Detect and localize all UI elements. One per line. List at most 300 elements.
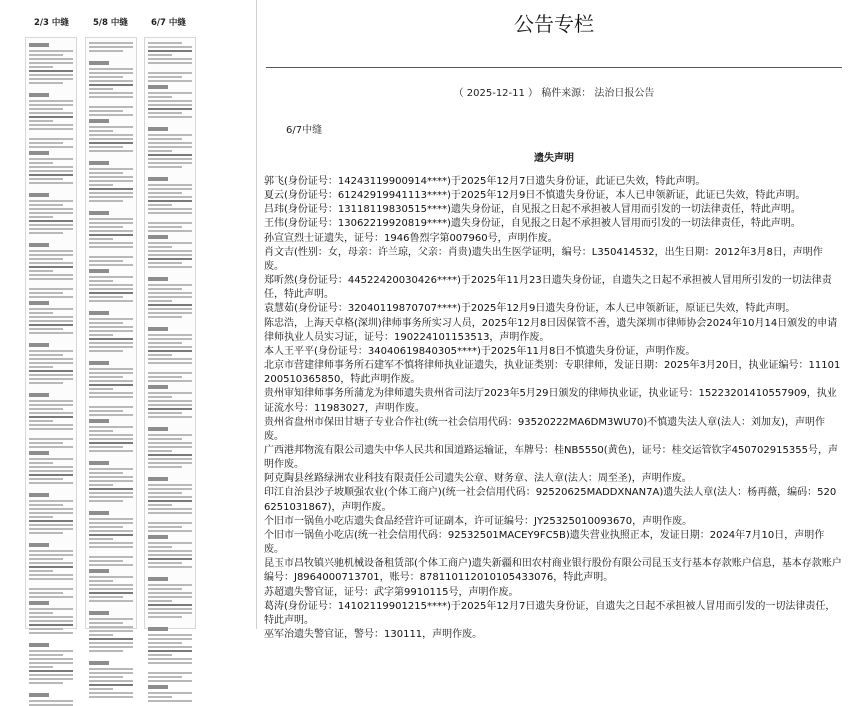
thumbnail-text-line xyxy=(29,316,73,318)
thumbnail-text-line xyxy=(29,204,63,206)
thumbnail-text-line xyxy=(148,192,182,194)
thumbnail-text-line xyxy=(89,688,113,690)
notice-line: 肖文吉(性别：女，母亲：许兰琼，父亲：肖贵)遗失出生医学证明，编号：L350414532，出生日期：2012年3月8日，声明作废。 xyxy=(264,246,823,272)
thumbnail-text-line xyxy=(148,666,192,670)
notice-line: 广西港邦物流有限公司遗失中华人民共和国道路运输证，车牌号：桂NB5550(黄色)，证号：桂交运管钦字450702915355号，声明作废。 xyxy=(264,444,838,471)
thumbnail-text-line xyxy=(89,134,133,136)
thumbnail-text-line xyxy=(29,543,49,547)
thumbnail-text-line xyxy=(89,250,133,254)
thumbnail-text-line xyxy=(29,512,73,514)
thumbnail-text-line xyxy=(29,128,73,130)
thumbnail-text-line xyxy=(29,562,73,564)
thumbnail-text-line xyxy=(89,584,133,586)
thumbnail-text-line xyxy=(29,674,73,676)
thumbnail-text-line xyxy=(148,477,168,481)
thumbnail-text-line xyxy=(29,308,73,310)
thumbnail-text-line xyxy=(29,574,73,576)
thumbnail-text-line xyxy=(29,262,73,264)
thumbnail-text-line xyxy=(89,672,133,674)
thumbnail-text-line xyxy=(29,601,49,605)
thumbnail-text-line xyxy=(89,211,109,215)
thumbnail-text-line xyxy=(29,116,73,118)
thumbnail-text-line xyxy=(89,442,133,444)
notice-line: 个旧市一锅鱼小吃店遗失食品经营许可证副本，许可证编号：JY25325010093670，声明作废。 xyxy=(264,515,693,527)
thumbnail-text-line xyxy=(148,354,172,356)
thumbnail-text-line xyxy=(89,500,123,502)
thumbnail-text-line xyxy=(89,642,133,644)
thumbnail-text-line xyxy=(89,296,123,298)
thumbnail-text-line xyxy=(29,93,49,97)
thumbnail-text-line xyxy=(89,646,133,648)
thumbnail-text-line xyxy=(29,296,73,298)
thumbnail-text-line xyxy=(148,554,192,556)
thumbnail-text-line xyxy=(29,138,73,140)
thumbnail-text-line xyxy=(148,327,168,331)
thumbnail-text-line xyxy=(148,372,192,374)
thumbnail-text-line xyxy=(89,68,133,70)
thumbnail-text-line xyxy=(89,550,133,554)
thumbnail-text-line xyxy=(89,546,133,548)
thumbnail-page-5-8[interactable] xyxy=(85,37,137,629)
thumbnail-text-line xyxy=(148,454,192,456)
notice-line: 郑听然(身份证号：44522420030426****)于2025年11月23日遗失身份证，自遗失之日起不承担被人冒用所引发的一切法律责任，特此声明。 xyxy=(264,275,832,301)
thumbnail-text-line xyxy=(148,566,192,568)
thumbnail-text-line xyxy=(29,320,73,322)
thumbnail-text-line xyxy=(89,322,123,324)
thumbnail-text-line xyxy=(29,224,73,226)
thumbnail-text-line xyxy=(29,186,73,190)
thumbnail-text-line xyxy=(89,61,109,65)
thumbnail-text-line xyxy=(148,562,182,564)
thumbnail-text-line xyxy=(89,650,123,652)
thumbnail-text-line xyxy=(148,316,182,318)
thumbnail-text-line xyxy=(148,376,182,378)
thumbnail-text-line xyxy=(89,692,133,694)
thumbnail-text-line xyxy=(29,554,73,556)
thumbnail-text-line xyxy=(148,596,192,598)
thumbnail-text-line xyxy=(148,58,192,60)
thumbnail-text-line xyxy=(29,504,63,506)
thumbnail-text-line xyxy=(29,624,73,626)
thumbnail-text-line xyxy=(29,178,63,180)
thumbnail-text-line xyxy=(89,492,133,494)
notice-line: 袁慧茹(身份证号：32040119870707****)于2025年12月9日遗失身份证，本人已申领新证，原证已失效，特此声明。 xyxy=(264,303,796,315)
thumbnail-text-line xyxy=(89,434,133,436)
thumbnail-text-line xyxy=(29,366,53,368)
thumbnail-text-line xyxy=(89,368,133,370)
thumbnail-text-line xyxy=(148,188,192,190)
thumbnail-text-line xyxy=(29,608,73,610)
thumbnail-text-line xyxy=(89,569,109,573)
thumbnail-text-line xyxy=(89,172,123,174)
thumbnail-text-line xyxy=(89,526,123,528)
thumbnail-text-line xyxy=(29,243,49,247)
thumbnail-text-line xyxy=(89,630,133,632)
thumbnail-text-line xyxy=(89,350,123,352)
thumbnail-text-line xyxy=(29,520,73,522)
thumbnail-text-line xyxy=(89,342,133,344)
thumbnail-text-line xyxy=(148,258,192,260)
thumbnail-text-line xyxy=(89,454,133,458)
notice-heading: 遗失声明 xyxy=(534,153,574,164)
thumbnail-text-line xyxy=(148,450,172,452)
thumbnail-text-line xyxy=(29,424,73,426)
thumbnail-text-line xyxy=(89,88,113,90)
thumbnail-text-line xyxy=(29,474,73,476)
thumbnail-text-line xyxy=(148,400,192,402)
thumbnail-text-line xyxy=(89,450,133,452)
thumbnail-text-line xyxy=(148,312,192,314)
thumbnail-text-line xyxy=(148,308,192,310)
thumbnail-text-line xyxy=(29,228,73,230)
thumbnail-text-line xyxy=(89,338,133,340)
thumbnail-text-line xyxy=(29,124,73,126)
thumbnail-text-line xyxy=(29,236,73,240)
page-thumbnail-panel xyxy=(0,0,257,629)
thumbnail-text-line xyxy=(89,604,133,608)
thumbnail-text-line xyxy=(89,218,133,220)
thumbnail-text-line xyxy=(148,196,192,198)
thumbnail-text-line xyxy=(29,516,53,518)
thumbnail-text-line xyxy=(29,404,73,406)
thumbnail-text-line xyxy=(29,616,73,618)
thumbnail-text-line xyxy=(148,542,192,544)
thumbnail-text-line xyxy=(148,558,192,560)
thumbnail-text-line xyxy=(148,366,192,370)
thumbnail-label-2-3: 2/3 中缝 xyxy=(34,18,69,28)
thumbnail-text-line xyxy=(89,668,133,670)
thumbnail-text-line xyxy=(148,526,182,528)
thumbnail-text-line xyxy=(89,476,133,478)
thumbnail-text-line xyxy=(29,532,63,534)
thumbnail-text-line xyxy=(148,646,192,648)
thumbnail-text-line xyxy=(148,50,192,52)
notice-line: 吕玮(身份证号：13118119830515****)遗失身份证，自见报之日起不承担被人冒用而引发的一切法律责任，特此声明。 xyxy=(264,204,801,216)
thumbnail-text-line xyxy=(148,458,192,460)
thumbnail-text-line xyxy=(29,142,63,144)
thumbnail-text-line xyxy=(89,400,133,404)
thumbnail-text-line xyxy=(89,184,113,186)
thumbnail-text-line xyxy=(89,354,133,358)
thumbnail-text-line xyxy=(89,580,113,582)
thumbnail-text-line xyxy=(29,451,49,455)
thumbnail-text-line xyxy=(148,685,168,689)
thumbnail-text-line xyxy=(29,108,63,110)
thumbnail-text-line xyxy=(89,522,133,524)
thumbnail-text-line xyxy=(29,132,73,136)
thumbnail-text-line xyxy=(29,343,49,347)
thumbnail-text-line xyxy=(148,650,192,652)
notice-line: 贵州省盘州市保田甘塘子专业合作社(统一社会信用代码：93520222MA6DM3WU70)不慎遗失法人章(法人：刘加友)，声明作废。 xyxy=(264,416,825,442)
thumbnail-text-line xyxy=(89,611,109,615)
thumbnail-text-line xyxy=(89,54,133,58)
thumbnail-text-line xyxy=(29,336,73,340)
thumbnail-text-line xyxy=(29,216,53,218)
thumbnail-text-line xyxy=(148,672,192,674)
thumbnail-text-line xyxy=(148,204,172,206)
thumbnail-text-line xyxy=(29,288,73,290)
thumbnail-text-line xyxy=(29,582,73,586)
thumbnail-text-line xyxy=(148,427,168,431)
thumbnail-text-line xyxy=(29,78,73,80)
thumbnail-text-line xyxy=(89,534,133,536)
thumbnail-text-line xyxy=(89,130,113,132)
thumbnail-text-line xyxy=(89,426,133,428)
thumbnail-text-line xyxy=(29,420,53,422)
thumbnail-text-line xyxy=(29,446,73,448)
thumbnail-text-line xyxy=(148,212,192,214)
thumbnail-text-line xyxy=(29,70,73,72)
thumbnail-text-line xyxy=(148,496,192,498)
thumbnail-text-line xyxy=(29,678,73,680)
thumbnail-text-line xyxy=(148,158,192,160)
thumbnail-text-line xyxy=(89,100,133,104)
thumbnail-text-line xyxy=(148,208,192,210)
thumbnail-text-line xyxy=(148,104,192,106)
thumbnail-text-line xyxy=(148,62,192,64)
thumbnail-text-line xyxy=(29,508,73,510)
thumbnail-text-line xyxy=(29,162,53,164)
thumbnail-text-line xyxy=(29,658,73,660)
thumbnail-text-line xyxy=(148,662,192,664)
thumbnail-text-line xyxy=(89,468,133,470)
thumbnail-text-line xyxy=(29,282,73,286)
thumbnail-text-line xyxy=(89,146,123,148)
thumbnail-text-line xyxy=(148,284,192,286)
thumbnail-text-line xyxy=(29,166,73,168)
thumbnail-text-line xyxy=(29,670,73,672)
thumbnail-text-line xyxy=(148,604,192,606)
thumbnail-text-line xyxy=(29,74,73,76)
thumbnail-text-line xyxy=(29,378,73,380)
thumbnail-text-line xyxy=(89,496,133,498)
thumbnail-text-line xyxy=(148,516,192,520)
thumbnail-text-line xyxy=(89,280,113,282)
thumbnail-text-line xyxy=(148,612,192,614)
thumbnail-text-line xyxy=(148,396,172,398)
thumbnail-text-line xyxy=(29,328,63,330)
thumbnail-text-line xyxy=(89,538,113,540)
thumbnail-text-line xyxy=(29,400,73,402)
thumbnail-text-line xyxy=(148,442,192,444)
thumbnail-text-line xyxy=(148,700,192,702)
thumbnail-text-line xyxy=(148,470,192,474)
thumbnail-text-line xyxy=(29,158,73,160)
thumbnail-text-line xyxy=(148,54,172,56)
thumbnail-text-line xyxy=(148,584,192,586)
thumbnail-text-line xyxy=(148,162,192,164)
thumbnail-text-line xyxy=(29,332,73,334)
article-meta: （ 2025-12-11 ） 稿件来源： 法治日报公告 xyxy=(453,88,655,99)
thumbnail-text-line xyxy=(89,346,133,348)
thumbnail-text-line xyxy=(89,154,133,158)
thumbnail-page-6-7[interactable] xyxy=(144,37,196,629)
thumbnail-text-line xyxy=(148,488,192,490)
thumbnail-text-line xyxy=(29,274,73,276)
thumbnail-text-line xyxy=(89,556,133,558)
thumbnail-text-line xyxy=(29,370,73,372)
thumbnail-text-line xyxy=(148,385,168,389)
thumbnail-text-line xyxy=(29,416,73,418)
thumbnail-text-line xyxy=(148,127,168,131)
thumbnail-text-line xyxy=(148,76,182,78)
thumbnail-text-line xyxy=(29,500,73,502)
thumbnail-text-line xyxy=(148,492,182,494)
thumbnail-text-line xyxy=(29,432,73,436)
thumbnail-text-line xyxy=(29,596,73,598)
thumbnail-text-line xyxy=(148,100,192,102)
thumbnail-text-line xyxy=(29,120,53,122)
thumbnail-text-line xyxy=(29,588,73,590)
thumbnail-text-line xyxy=(148,304,192,306)
thumbnail-text-line xyxy=(29,620,73,622)
thumbnail-text-line xyxy=(148,112,182,114)
thumbnail-text-line xyxy=(148,226,182,228)
thumbnail-text-line xyxy=(89,676,123,678)
thumbnail-text-line xyxy=(29,82,63,84)
thumbnail-text-line xyxy=(89,488,133,490)
thumbnail-text-line xyxy=(29,66,53,68)
thumbnail-text-line xyxy=(29,312,53,314)
thumbnail-text-line xyxy=(148,676,182,678)
thumbnail-text-line xyxy=(89,192,133,194)
thumbnail-text-line xyxy=(89,406,133,408)
thumbnail-text-line xyxy=(29,43,49,47)
thumbnail-text-line xyxy=(89,142,133,144)
thumbnail-text-line xyxy=(89,638,133,640)
thumbnail-text-line xyxy=(29,292,63,294)
thumbnail-text-line xyxy=(89,264,133,266)
thumbnail-text-line xyxy=(148,222,192,224)
thumbnail-label-5-8: 5/8 中缝 xyxy=(93,18,128,28)
thumbnail-text-line xyxy=(29,458,73,460)
thumbnail-text-line xyxy=(148,412,182,414)
thumbnail-text-line xyxy=(29,112,73,114)
thumbnail-text-line xyxy=(29,193,49,197)
thumbnail-text-line xyxy=(148,508,192,510)
thumbnail-text-line xyxy=(148,504,172,506)
thumbnail-text-line xyxy=(29,151,49,155)
thumbnail-text-line xyxy=(89,564,133,566)
thumbnail-text-line xyxy=(148,466,182,468)
thumbnail-text-line xyxy=(29,250,73,252)
thumbnail-text-line xyxy=(148,522,192,524)
thumbnail-text-line xyxy=(148,85,168,89)
thumbnail-text-line xyxy=(89,138,133,140)
thumbnail-text-line xyxy=(29,212,73,214)
thumbnail-text-line xyxy=(148,620,192,624)
thumbnail-text-line xyxy=(89,618,133,620)
thumbnail-text-line xyxy=(89,542,133,544)
thumbnail-text-line xyxy=(29,592,63,594)
thumbnail-text-line xyxy=(148,92,192,94)
thumbnail-text-line xyxy=(148,292,192,294)
thumbnail-page-2-3[interactable] xyxy=(25,37,77,629)
thumbnail-text-line xyxy=(148,642,182,644)
thumbnail-text-line xyxy=(89,654,133,658)
thumbnail-text-line xyxy=(29,632,73,634)
thumbnail-text-line xyxy=(29,278,73,280)
thumbnail-text-line xyxy=(148,230,192,232)
thumbnail-text-line xyxy=(148,608,192,610)
thumbnail-text-line xyxy=(29,558,63,560)
thumbnail-text-line xyxy=(89,384,133,386)
thumbnail-text-line xyxy=(148,338,192,340)
thumbnail-text-line xyxy=(89,226,123,228)
thumbnail-text-line xyxy=(148,138,182,140)
thumbnail-text-line xyxy=(89,461,109,465)
thumbnail-text-line xyxy=(148,150,172,152)
thumbnail-text-line xyxy=(29,266,73,268)
thumbnail-text-line xyxy=(148,116,192,118)
thumbnail-text-line xyxy=(89,419,109,423)
thumbnail-text-line xyxy=(89,504,133,508)
thumbnail-text-line xyxy=(89,176,133,178)
thumbnail-text-line xyxy=(148,320,192,324)
thumbnail-text-line xyxy=(89,380,133,382)
thumbnail-text-line xyxy=(89,684,133,686)
thumbnail-text-line xyxy=(29,270,53,272)
thumbnail-text-line xyxy=(148,634,192,636)
thumbnail-text-line xyxy=(148,588,182,590)
thumbnail-text-line xyxy=(89,72,133,74)
thumbnail-text-line xyxy=(148,166,182,168)
thumbnail-text-line xyxy=(89,204,133,208)
thumbnail-text-line xyxy=(148,696,172,698)
thumbnail-text-line xyxy=(148,392,192,394)
thumbnail-text-line xyxy=(89,222,133,224)
thumbnail-text-line xyxy=(29,358,73,360)
thumbnail-text-line xyxy=(89,288,133,290)
thumbnail-text-line xyxy=(89,388,113,390)
thumbnail-text-line xyxy=(29,324,73,326)
thumbnail-text-line xyxy=(148,288,182,290)
thumbnail-text-line xyxy=(148,134,192,136)
thumbnail-text-line xyxy=(89,588,133,590)
notice-line: 印江自治县沙子坡顺强农业(个体工商户)(统一社会信用代码：92520625MADDXNAN7A)遗失法人章(法人：杨再薇，编码：5206251031867)，声明作废。 xyxy=(264,487,837,513)
thumbnail-text-line xyxy=(89,200,123,202)
thumbnail-text-line xyxy=(89,260,123,262)
thumbnail-text-line xyxy=(148,484,192,486)
thumbnail-text-line xyxy=(29,643,49,647)
thumbnail-text-line xyxy=(29,200,73,202)
thumbnail-text-line xyxy=(29,570,53,572)
thumbnail-text-line xyxy=(148,142,192,144)
thumbnail-text-line xyxy=(89,284,133,286)
thumbnail-text-line xyxy=(148,350,192,352)
notice-line: 王伟(身份证号：13062219920819****)遗失身份证，自见报之日起不承担被人冒用而引发的一切法律责任，特此声明。 xyxy=(264,218,801,230)
thumbnail-text-line xyxy=(29,566,73,568)
thumbnail-text-line xyxy=(148,438,182,440)
thumbnail-text-line xyxy=(89,92,133,94)
thumbnail-text-line xyxy=(29,442,63,444)
thumbnail-text-line xyxy=(89,600,133,602)
thumbnail-text-line xyxy=(29,301,49,305)
thumbnail-text-line xyxy=(29,362,73,364)
thumbnail-text-line xyxy=(148,66,192,70)
notice-line: 苏超遗失警官证，证号：武字第9910115号，声明作废。 xyxy=(264,586,519,598)
thumbnail-text-line xyxy=(148,177,168,181)
thumbnail-text-line xyxy=(148,416,192,418)
thumbnail-text-line xyxy=(89,46,133,48)
thumbnail-text-line xyxy=(148,570,192,574)
notice-line: 贵州审知律师事务所蒲龙为律师遗失贵州省司法厅2023年5月29日颁发的律师执业证，执业证号：15223201410557909，执业证流水号：11983027，声明作废。 xyxy=(264,388,837,414)
thumbnail-text-line xyxy=(29,466,73,468)
thumbnail-text-line xyxy=(89,518,133,520)
thumbnail-text-line xyxy=(89,446,123,448)
thumbnail-text-line xyxy=(89,430,113,432)
thumbnail-text-line xyxy=(89,576,133,578)
